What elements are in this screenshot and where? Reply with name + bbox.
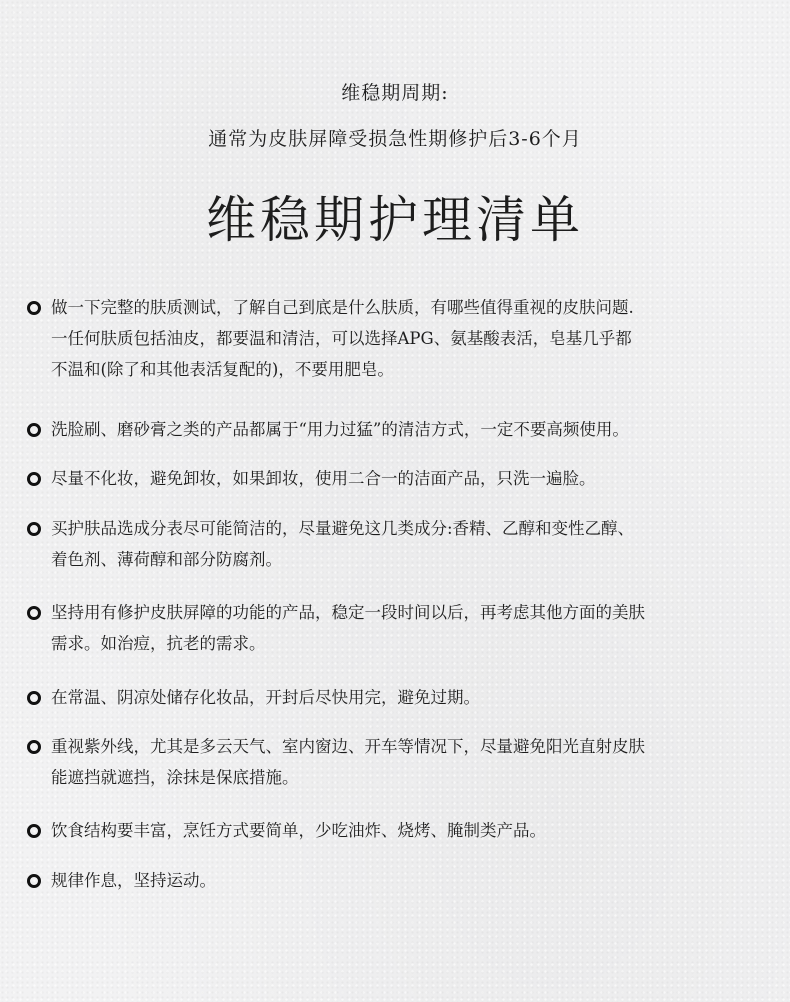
item-text-line: 需求。如治痘，抗老的需求。 — [51, 634, 266, 653]
list-item — [24, 682, 776, 713]
list-item — [24, 597, 776, 659]
list-item — [24, 414, 776, 445]
item-text-line: 尽量不化妆，避免卸妆，如果卸妆，使用二合一的洁面产品，只洗一遍脸。 — [51, 469, 596, 488]
item-text-line: 不温和(除了和其他表活复配的)，不要用肥皂。 — [51, 360, 394, 379]
item-text-line: 着色剂、薄荷醇和部分防腐剂。 — [51, 550, 282, 569]
item-text-line: 规律作息，坚持运动。 — [51, 871, 216, 890]
list-item — [24, 463, 776, 494]
item-text-line: 能遮挡就遮挡，涂抹是保底措施。 — [51, 768, 299, 787]
list-item — [24, 815, 776, 846]
item-text-line: 买护肤品选成分表尽可能简洁的，尽量避免这几类成分:香精、乙醇和变性乙醇、 — [51, 519, 635, 538]
cycle-heading: 维稳期周期: — [341, 82, 449, 104]
item-text-line: 一任何肤质包括油皮，都要温和清洁，可以选择APG、氨基酸表活，皂基几乎都 — [51, 329, 632, 348]
item-text-line: 坚持用有修护皮肤屏障的功能的产品，稳定一段时间以后，再考虑其他方面的美肤 — [51, 603, 645, 622]
item-text-line: 在常温、阴凉处储存化妆品，开封后尽快用完，避免过期。 — [51, 688, 480, 707]
item-text-line: 洗脸刷、磨砂膏之类的产品都属于“用力过猛”的清洁方式，一定不要高频使用。 — [51, 420, 629, 439]
list-item — [24, 731, 776, 793]
item-text-line: 重视紫外线，尤其是多云天气、室内窗边、开车等情况下，尽量避免阳光直射皮肤 — [51, 737, 645, 756]
page-title: 维稳期护理清单 — [206, 191, 584, 249]
list-item — [24, 865, 776, 896]
list-item — [24, 292, 776, 385]
item-text-line: 做一下完整的肤质测试，了解自己到底是什么肤质，有哪些值得重视的皮肤问题. — [51, 298, 634, 317]
cycle-description: 通常为皮肤屏障受损急性期修护后3-6个月 — [208, 128, 582, 150]
list-item — [24, 513, 776, 575]
item-text-line: 饮食结构要丰富，烹饪方式要简单，少吃油炸、烧烤、腌制类产品。 — [51, 821, 546, 840]
